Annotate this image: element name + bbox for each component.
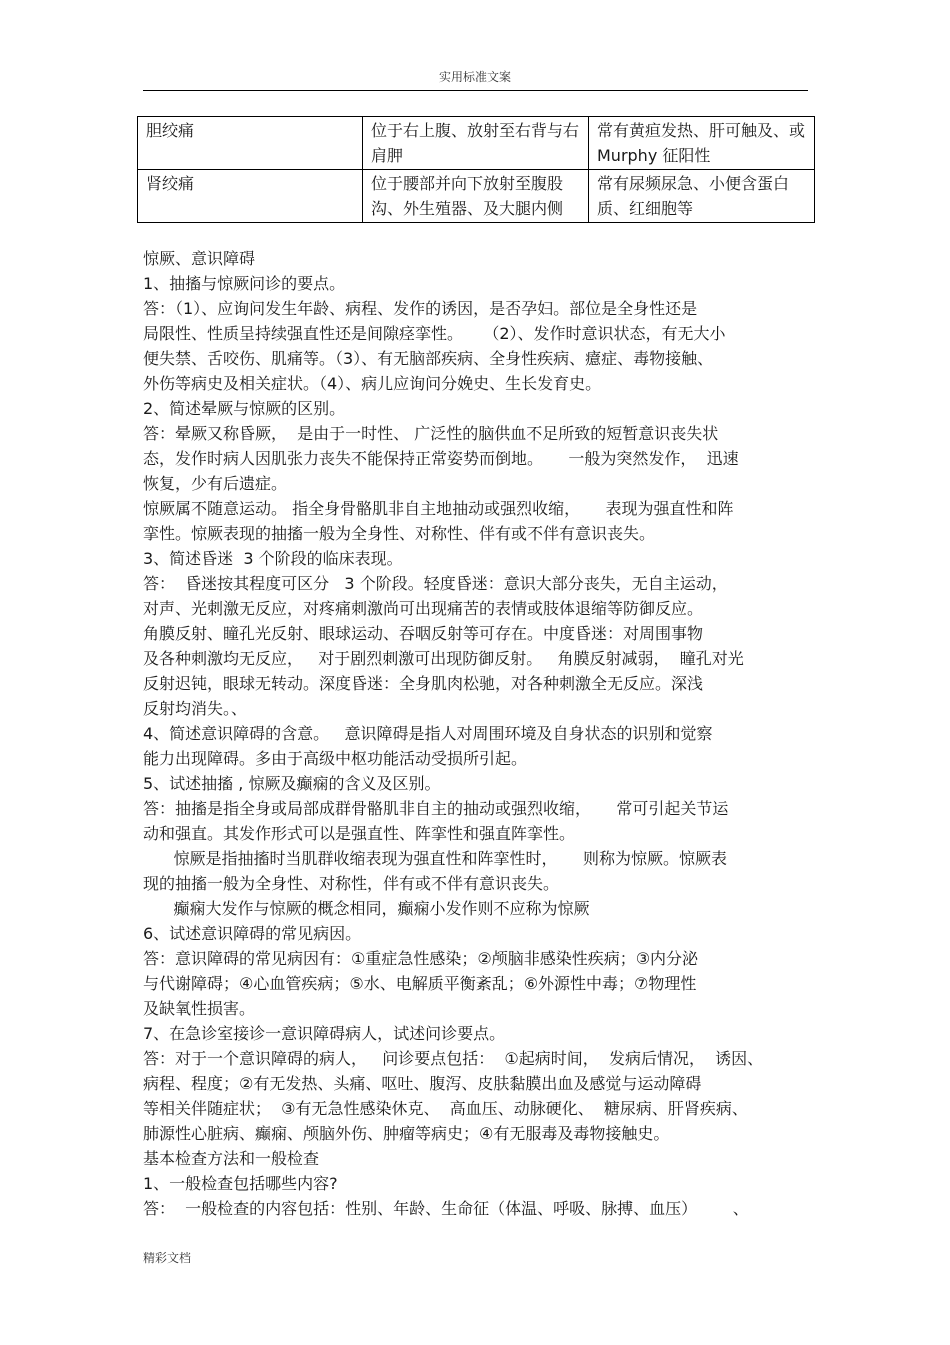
text-line: 等相关伴随症状； ③有无急性感染休克、 高血压、动脉硬化、 糖尿病、肝肾疾病、 bbox=[143, 1099, 748, 1118]
text-line: 3、简述昏迷 3 个阶段的临床表现。 bbox=[143, 549, 403, 568]
table-cell-name: 肾绞痛 bbox=[138, 170, 363, 223]
text-line: 答：对于一个意识障碍的病人， 问诊要点包括： ①起病时间， 发病后情况， 诱因、 bbox=[143, 1049, 764, 1068]
text-line: 6、试述意识障碍的常见病因。 bbox=[143, 924, 362, 943]
table-row bbox=[138, 170, 815, 223]
text-line: 答：意识障碍的常见病因有：①重症急性感染；②颅脑非感染性疾病；③内分泌 bbox=[143, 949, 699, 968]
text-line: 答：抽搐是指全身或局部成群骨骼肌非自主的抽动或强烈收缩， 常可引起关节运 bbox=[143, 799, 729, 818]
text-line: 癫痫大发作与惊厥的概念相同，癫痫小发作则不应称为惊厥 bbox=[143, 899, 590, 918]
text-line: 答： 一般检查的内容包括：性别、年龄、生命征（体温、呼吸、脉搏、血压） 、 bbox=[143, 1199, 749, 1218]
text-line: 挛性。惊厥表现的抽搐一般为全身性、对称性、伴有或不伴有意识丧失。 bbox=[143, 524, 656, 543]
table-cell-features: 常有黄疸发热、肝可触及、或 Murphy 征阳性 bbox=[589, 117, 815, 170]
text-line: 能力出现障碍。多由于高级中枢功能活动受损所引起。 bbox=[143, 749, 528, 768]
text-line: 反射均消失。、 bbox=[143, 699, 248, 718]
text-line: 惊厥属不随意运动。 指全身骨骼肌非自主地抽动或强烈收缩， 表现为强直性和阵 bbox=[143, 499, 734, 518]
text-line: 反射迟钝，眼球无转动。深度昏迷：全身肌肉松驰，对各种刺激全无反应。深浅 bbox=[143, 674, 704, 693]
text-line: 与代谢障碍；④心血管疾病；⑤水、电解质平衡紊乱；⑥外源性中毒；⑦物理性 bbox=[143, 974, 697, 993]
text-line: 对声、光刺激无反应，对疼痛刺激尚可出现痛苦的表情或肢体退缩等防御反应。 bbox=[143, 599, 704, 618]
text-line: 2、简述晕厥与惊厥的区别。 bbox=[143, 399, 346, 418]
text-line: 角膜反射、瞳孔光反射、眼球运动、吞咽反射等可存在。中度昏迷：对周围事物 bbox=[143, 624, 704, 643]
text-line: 1、抽搐与惊厥问诊的要点。 bbox=[143, 274, 346, 293]
text-line: 及缺氧性损害。 bbox=[143, 999, 256, 1018]
table-cell-location: 位于腰部并向下放射至腹股沟、外生殖器、及大腿内侧 bbox=[363, 170, 589, 223]
page-header: 实用标准文案 bbox=[438, 70, 511, 84]
text-line: 惊厥是指抽搐时当肌群收缩表现为强直性和阵挛性时， 则称为惊厥。惊厥表 bbox=[143, 849, 727, 868]
text-line: 惊厥、意识障碍 bbox=[143, 249, 256, 268]
text-line: 恢复，少有后遗症。 bbox=[143, 474, 288, 493]
text-line: 外伤等病史及相关症状。（4）、病儿应询问分娩史、生长发育史。 bbox=[143, 374, 602, 393]
text-line: 1、一般检查包括哪些内容? bbox=[143, 1174, 338, 1193]
text-line: 5、试述抽搐 , 惊厥及癫痫的含义及区别。 bbox=[143, 774, 441, 793]
table-cell-location: 位于右上腹、放射至右背与右肩胛 bbox=[363, 117, 589, 170]
text-line: 7、在急诊室接诊一意识障碍病人，试述问诊要点。 bbox=[143, 1024, 506, 1043]
colic-table bbox=[137, 116, 815, 223]
text-line: 答：（1）、应询问发生年龄、病程、发作的诱因，是否孕妇。部位是全身性还是 bbox=[143, 299, 698, 318]
text-line: 态，发作时病人因肌张力丧失不能保持正常姿势而倒地。 一般为突然发作， 迅速 bbox=[143, 449, 739, 468]
text-line: 肺源性心脏病、癫痫、颅脑外伤、肿瘤等病史；④有无服毒及毒物接触史。 bbox=[143, 1124, 670, 1143]
table-cell-features: 常有尿频尿急、小便含蛋白质、红细胞等 bbox=[589, 170, 815, 223]
document-body bbox=[143, 246, 811, 1221]
text-line: 及各种刺激均无反应， 对于剧烈刺激可出现防御反射。 角膜反射减弱， 瞳孔对光 bbox=[143, 649, 744, 668]
header-divider bbox=[143, 90, 808, 91]
table-row bbox=[138, 117, 815, 170]
page-footer: 精彩文档 bbox=[143, 1251, 192, 1265]
text-line: 便失禁、舌咬伤、肌痛等。（3）、有无脑部疾病、全身性疾病、癔症、毒物接触、 bbox=[143, 349, 714, 368]
table-cell-name: 胆绞痛 bbox=[138, 117, 363, 170]
text-line: 局限性、性质呈持续强直性还是间隙痉挛性。 （2）、发作时意识状态，有无大小 bbox=[143, 324, 726, 343]
text-line: 动和强直。其发作形式可以是强直性、阵挛性和强直阵挛性。 bbox=[143, 824, 576, 843]
text-line: 基本检查方法和一般检查 bbox=[143, 1149, 320, 1168]
text-line: 病程、程度；②有无发热、头痛、呕吐、腹泻、皮肤黏膜出血及感觉与运动障碍 bbox=[143, 1074, 702, 1093]
text-line: 答：晕厥又称昏厥， 是由于一时性、 广泛性的脑供血不足所致的短暂意识丧失状 bbox=[143, 424, 719, 443]
text-line: 现的抽搐一般为全身性、对称性，伴有或不伴有意识丧失。 bbox=[143, 874, 560, 893]
text-line: 答： 昏迷按其程度可区分 3 个阶段。轻度昏迷：意识大部分丧失，无自主运动， bbox=[143, 574, 728, 593]
text-line: 4、简述意识障碍的含意。 意识障碍是指人对周围环境及自身状态的识别和觉察 bbox=[143, 724, 713, 743]
